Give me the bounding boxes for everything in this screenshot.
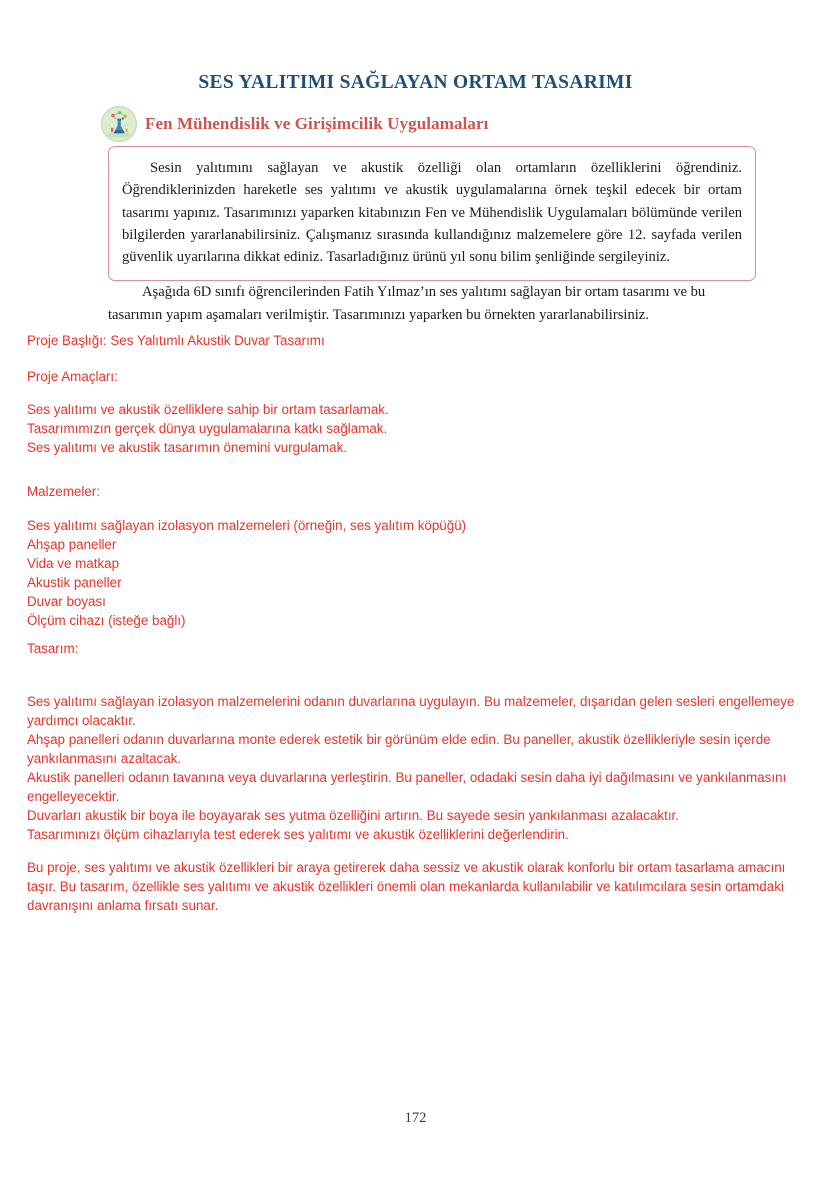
intro-callout-box	[108, 146, 756, 281]
project-goals-heading-text: Proje Amaçları:	[27, 369, 118, 384]
list-item: Vida ve matkap	[27, 556, 120, 572]
list-item: Duvar boyası	[27, 594, 106, 610]
list-item: Tasarımımızın gerçek dünya uygulamalarına katkı sağlamak.	[27, 421, 388, 437]
list-item: Tasarımınızı ölçüm cihazlarıyla test ederek ses yalıtımı ve akustik özelliklerini değerlendirin.	[27, 827, 569, 843]
page-title: SES YALITIMI SAĞLAYAN ORTAM TASARIMI	[198, 72, 633, 93]
section-heading	[101, 106, 488, 142]
project-summary	[27, 858, 812, 915]
list-item: Ahşap paneller	[27, 537, 117, 553]
page-number: 172	[404, 1110, 427, 1126]
lead-paragraph: Aşağıda 6D sınıfı öğrencilerinden Fatih Yılmaz’ın ses yalıtımı sağlayan bir ortam tasarımı ve bu tasarımın yapım aşamaları verilmiştir. Tasarımınızı yaparken bu örnekten yararlanabilirsiniz.	[108, 284, 706, 323]
project-design-heading	[27, 639, 809, 658]
list-item: Ses yalıtımı sağlayan izolasyon malzemelerini odanın duvarlarına uygulayın. Bu malzemeler, dışarıdan gelen sesleri engellemeye yardımcı olacaktır.	[27, 694, 795, 729]
list-item: Duvarları akustik bir boya ile boyayarak ses yutma özelliğini artırın. Bu sayede sesin yankılanması azalacaktır.	[27, 808, 679, 824]
list-item: Ölçüm cihazı (isteğe bağlı)	[27, 613, 186, 629]
project-title-text: Proje Başlığı: Ses Yalıtımlı Akustik Duvar Tasarımı	[27, 333, 325, 348]
project-goals-heading	[27, 367, 809, 386]
project-materials-heading-text: Malzemeler:	[27, 484, 100, 499]
list-item: Akustik panelleri odanın tavanına veya duvarlarına yerleştirin. Bu paneller, odadaki sesin daha iyi dağılmasını ve yankılanmasını engelleyecektir.	[27, 770, 787, 805]
list-item: Ahşap panelleri odanın duvarlarına monte ederek estetik bir görünüm elde edin. Bu paneller, akustik özellikleriyle sesin içerde yankılanmasını azaltacak.	[27, 732, 771, 767]
project-materials-list	[27, 516, 809, 630]
science-lab-badge-icon	[101, 106, 137, 142]
section-heading-label: Fen Mühendislik ve Girişimcilik Uygulamaları	[145, 114, 489, 133]
project-summary-text: Bu proje, ses yalıtımı ve akustik özellikleri bir araya getirerek daha sessiz ve akustik olarak konforlu bir ortam tasarlama amacını taşır. Bu tasarım, özellikle ses yalıtımı ve akustik özellikleri önemli olan mekanlarda kullanılabilir ve katılımcılara sesin ortamdaki davranışını anlama fırsatı sunar.	[27, 860, 786, 914]
list-item: Ses yalıtımı sağlayan izolasyon malzemeleri (örneğin, ses yalıtım köpüğü)	[27, 518, 467, 533]
project-design-heading-text: Tasarım:	[27, 641, 79, 656]
project-design-steps	[27, 692, 812, 844]
project-materials-heading	[27, 482, 809, 501]
list-item: Ses yalıtımı ve akustik özelliklere sahip bir ortam tasarlamak.	[27, 402, 389, 417]
list-item: Akustik paneller	[27, 575, 122, 591]
project-goals-list	[27, 400, 809, 457]
list-item: Ses yalıtımı ve akustik tasarımın önemini vurgulamak.	[27, 440, 348, 456]
project-title-line	[27, 331, 809, 350]
intro-callout-text: Sesin yalıtımını sağlayan ve akustik özelliği olan ortamların özelliklerini öğrendiniz. Öğrendiklerinizden hareketle ses yalıtımı ve akustik uygulamalarına örnek teşkil edecek bir ortam tasarımı yapınız. Tasarımınızı yaparken kitabınızın Fen ve Mühendislik Uygulamaları bölümünde verilen bilgilerden yararlanabilirsiniz. Çalışmanız sırasında kullandığınız malzemelere göre 12. sayfada verilen güvenlik uyarılarına dikkat ediniz. Tasarladığınız ürünü yıl sonu bilim şenliğinde sergileyiniz.	[122, 160, 742, 266]
